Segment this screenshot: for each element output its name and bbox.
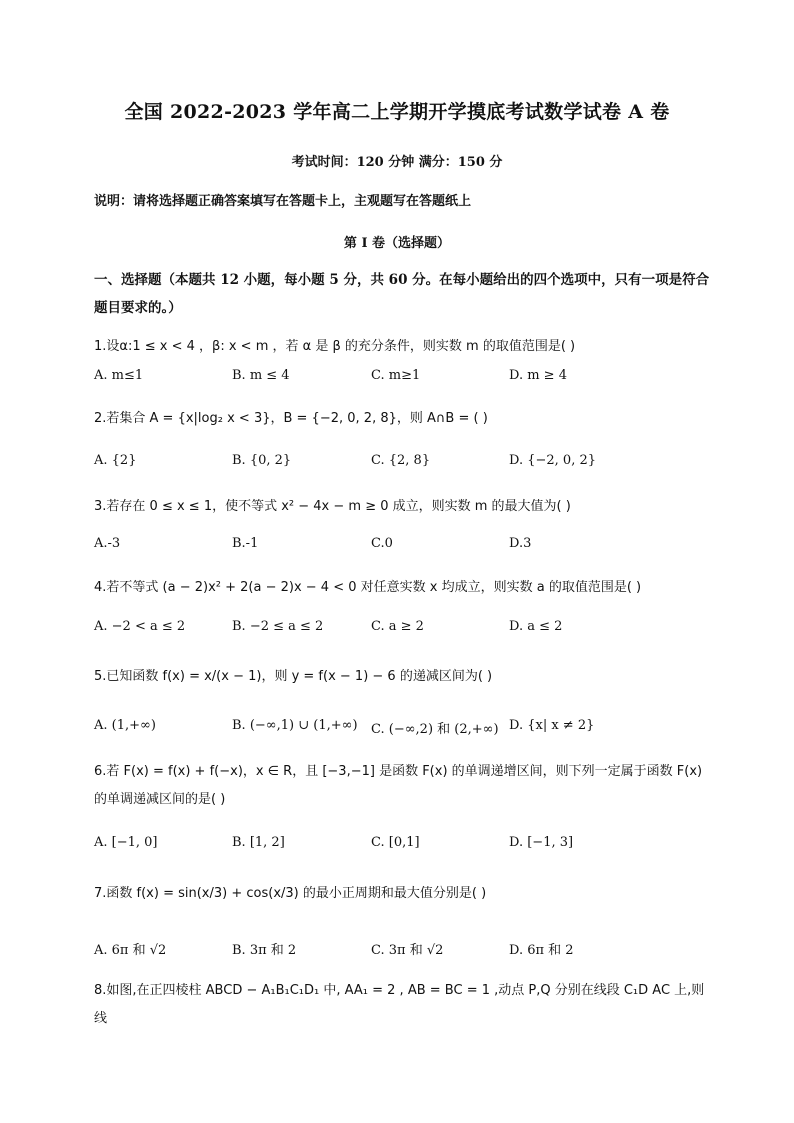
option-a: A. 6π 和 √2 [94,943,167,958]
option-a: A. {2} [94,453,137,468]
option-d: D. {−2, 0, 2} [509,453,597,468]
option-a: A. [−1, 0] [94,835,158,850]
option-d: D. 6π 和 2 [509,943,574,958]
option-c: C. m≥1 [371,368,421,383]
question-7: 7.函数 f(x) = sin(x/3) + cos(x/3) 的最小正周期和最大值分别是( ) [94,886,487,901]
question-5: 5.已知函数 f(x) = x/(x − 1)，则 y = f(x − 1) − 6 的递减区间为( ) [94,669,493,684]
option-c: C. 3π 和 √2 [371,943,444,958]
option-b: B. −2 ≤ a ≤ 2 [232,619,324,634]
question-1-options [94,368,714,392]
option-a: A.-3 [94,536,121,551]
option-d: D.3 [509,536,532,551]
option-d: D. [−1, 3] [509,835,574,850]
option-d: D. m ≥ 4 [509,368,567,383]
option-b: B. {0, 2} [232,453,292,468]
option-d: D. {x| x ≠ 2} [509,718,595,733]
question-4: 4.若不等式 (a − 2)x² + 2(a − 2)x − 4 < 0 对任意实数 x 均成立，则实数 a 的取值范围是( ) [94,580,642,595]
option-a: A. −2 < a ≤ 2 [94,619,186,634]
option-b: B. 3π 和 2 [232,943,297,958]
part-title: 第 I 卷（选择题） [343,236,451,251]
option-d: D. a ≤ 2 [509,619,563,634]
question-4-options [94,619,714,643]
question-3-options [94,536,714,560]
exam-title: 全国 2022-2023 学年高二上学期开学摸底考试数学试卷 A 卷 [124,101,670,123]
question-7-options [94,939,714,963]
question-2: 2.若集合 A = {x|log₂ x < 3}，B = {−2, 0, 2, 8}，则 A∩B = ( ) [94,411,488,426]
question-3: 3.若存在 0 ≤ x ≤ 1，使不等式 x² − 4x − m ≥ 0 成立，则实数 m 的最大值为( ) [94,499,571,514]
exam-info: 考试时间：120 分钟 满分：150 分 [291,155,503,170]
option-b: B. [1, 2] [232,835,285,850]
question-2-options [94,453,714,477]
question-6-options [94,835,714,859]
option-b: B. m ≤ 4 [232,368,290,383]
option-c: C.0 [371,536,393,551]
question-6: 6.若 F(x) = f(x) + f(−x)，x ∈ R，且 [−3,−1] 是函数 F(x) 的单调递增区间，则下列一定属于函数 F(x) 的单调递减区间的是( ) [94,764,703,807]
option-c: C. (−∞,2) 和 (2,+∞) [371,722,499,737]
option-c: C. a ≥ 2 [371,619,424,634]
option-c: C. [0,1] [371,835,420,850]
question-1: 1.设α:1 ≤ x < 4 ，β: x < m ，若 α 是 β 的充分条件，则实数 m 的取值范围是( ) [94,339,576,354]
question-5-options [94,718,714,742]
option-b: B. (−∞,1) ∪ (1,+∞) [232,718,358,733]
option-a: A. (1,+∞) [94,718,156,733]
question-8: 8.如图,在正四棱柱 ABCD − A₁B₁C₁D₁ 中, AA₁ = 2 , AB = BC = 1 ,动点 P,Q 分别在线段 C₁D AC 上,则线 [94,983,705,1026]
option-b: B.-1 [232,536,259,551]
option-a: A. m≤1 [94,368,144,383]
section-heading: 一、选择题（本题共 12 小题，每小题 5 分，共 60 分。在每小题给出的四个选项中，只有一项是符合题目要求的。） [94,272,710,316]
instructions-note: 说明：请将选择题正确答案填写在答题卡上，主观题写在答题纸上 [94,194,472,209]
option-c: C. {2, 8} [371,453,431,468]
